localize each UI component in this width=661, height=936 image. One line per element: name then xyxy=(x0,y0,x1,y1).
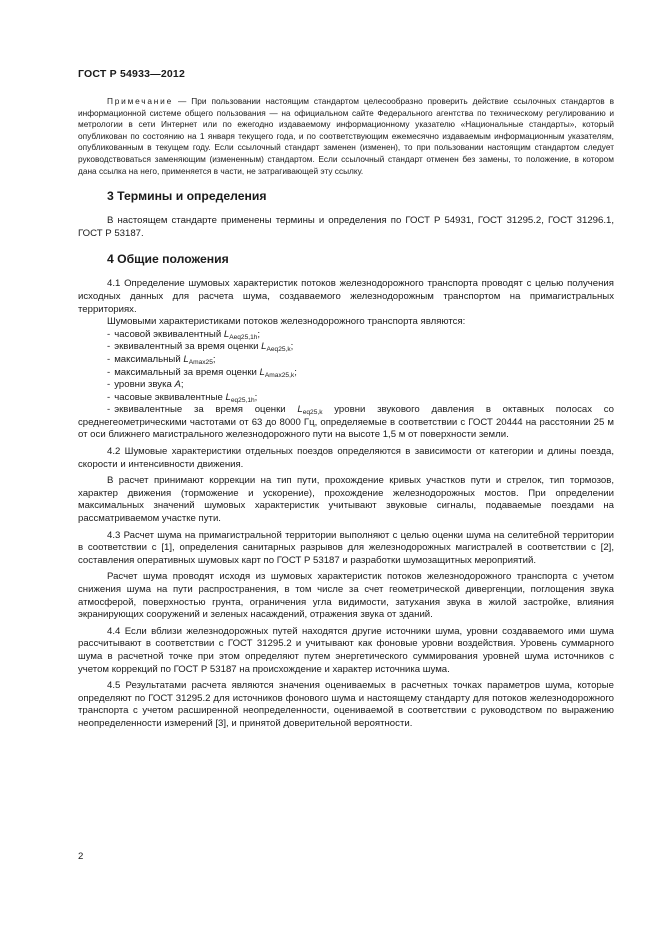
list-item: - максимальный $L_{Amax25}$; xyxy=(107,353,216,366)
section-3-title: 3 Термины и определения xyxy=(107,189,267,204)
list-dash: - xyxy=(107,341,111,353)
paragraph-4-3: 4.3 Расчет шума на примагистральной территории выполняют с целью оценки шума на селитебной территории в соответствии с [1], определения санитарных разрывов для железнодорожных магистралей в соответствии с [2], составления оперативных шумовых карт по ГОСТ Р 53187 и разработки шумозащитных мероприятий. xyxy=(78,529,614,566)
list-dash: - xyxy=(107,328,111,340)
list-item: - часовые эквивалентные $L_{eq25,1h}$; xyxy=(107,391,258,404)
document-number: ГОСТ Р 54933—2012 xyxy=(78,68,186,80)
list-item: - эквивалентные за время оценки $L_{eq25,k}$ уровни звукового давления в октавных полосах со среднегеометрическими частотами от 63 до 8000 Гц, определяемые в соответствии с ГОСТ 20444 на расстоянии 25 м от оси ближнего магистрального железнодорожного пути на высоте 1,5 м от поверхности земли. xyxy=(78,404,614,441)
note-text: — При пользовании настоящим стандартом целесообразно проверить действие ссылочных стандартов в информационной системе общего пользования — на официальном сайте Федерального агентства по техническому регулированию и метрологии в сети Интернет или по ежегодно издаваемому информационному указателю «Национальные стандарты», который опубликован по состоянию на 1 января текущего года, и по соответствующим ежемесячно издаваемым информационным указателям, опубликованным в текущем году. Если ссылочный стандарт заменен (изменен), то при пользовании настоящим стандартом следует руководствоваться заменяющим (измененным) стандартом. Если ссылочный стандарт отменен без замены, то положение, в котором дана ссылка на него, применяется в части, не затрагивающей эту ссылку. xyxy=(78,96,614,176)
note-label: Примечание xyxy=(107,96,174,106)
list-dash: - xyxy=(107,391,111,403)
list-dash: - xyxy=(107,379,111,391)
paragraph-4-2-cont: В расчет принимают коррекции на тип пути, прохождение кривых участков пути и стрелок, тип тормозов, характер движения (торможение и ускорение), прохождение железнодорожных мостов. При определении максимальных значений шумовых характеристик учитывают звуковые сигналы, подаваемые поездами на рассматриваемом участке пути. xyxy=(78,475,614,525)
paragraph-4-1: 4.1 Определение шумовых характеристик потоков железнодорожного транспорта проводят с целью получения исходных данных для расчета шума, создаваемого железнодорожным транспортом на примагистральных территориях. xyxy=(78,278,614,315)
paragraph-4-2: 4.2 Шумовые характеристики отдельных поездов определяются в зависимости от категории и длины поезда, скорости и интенсивности движения. xyxy=(78,446,614,470)
list-dash: - xyxy=(107,404,111,416)
list-dash: - xyxy=(107,353,111,365)
list-dash: - xyxy=(107,366,111,378)
list-item: - эквивалентный за время оценки $L_{Aeq25,k}$; xyxy=(107,341,294,354)
characteristics-list xyxy=(78,329,614,442)
paragraph-4-1-lead: Шумовыми характеристиками потоков железнодорожного транспорта являются: xyxy=(107,316,466,328)
page-number: 2 xyxy=(78,851,84,862)
paragraph-4-4: 4.4 Если вблизи железнодорожных путей находятся другие источники шума, уровни создаваемого ими шума рассчитывают в соответствии с ГОСТ 31295.2 и учитывают как фоновые уровни воздействия. Уровень суммарного шума в расчетной точке при этом определяют путем энергетического суммирования уровней шума источников с учетом коррекций по ГОСТ Р 53187 на происхождение и характер источника шума. xyxy=(78,625,614,675)
section-4-title: 4 Общие положения xyxy=(107,252,229,267)
section-3-text: В настоящем стандарте применены термины и определения по ГОСТ Р 54931, ГОСТ 31295.2, ГОСТ 31296.1, ГОСТ Р 53187. xyxy=(78,215,614,239)
paragraph-4-5: 4.5 Результатами расчета являются значения оцениваемых в расчетных точках параметров шума, которые определяют по ГОСТ 31295.2 для источников фонового шума и настоящему стандарту для потоков железнодорожного транспорта с учетом расширенной неопределенности, оцениваемой в соответствии с руководством по выражению неопределенности измерений [3], и принятой доверительной вероятности. xyxy=(78,680,614,729)
note-paragraph xyxy=(78,96,614,177)
paragraph-4-3-cont: Расчет шума проводят исходя из шумовых характеристик потоков железнодорожного транспорта с учетом снижения шума на пути распространения, в том числе за счет геометрической дивергенции, поглощения звука атмосферой, поверхностью грунта, ограничения угла видимости, затухания звука в жилой застройке, влияния экранирующих сооружений и зеленых насаждений, отражения звука от зданий. xyxy=(78,571,614,621)
list-item: - максимальный за время оценки $L_{Amax25,k}$; xyxy=(107,366,297,379)
list-item: - часовой эквивалентный $L_{Aeq25,1h}$; xyxy=(107,328,261,341)
page-body xyxy=(78,96,614,731)
list-item: - уровни звука A; xyxy=(107,379,184,391)
